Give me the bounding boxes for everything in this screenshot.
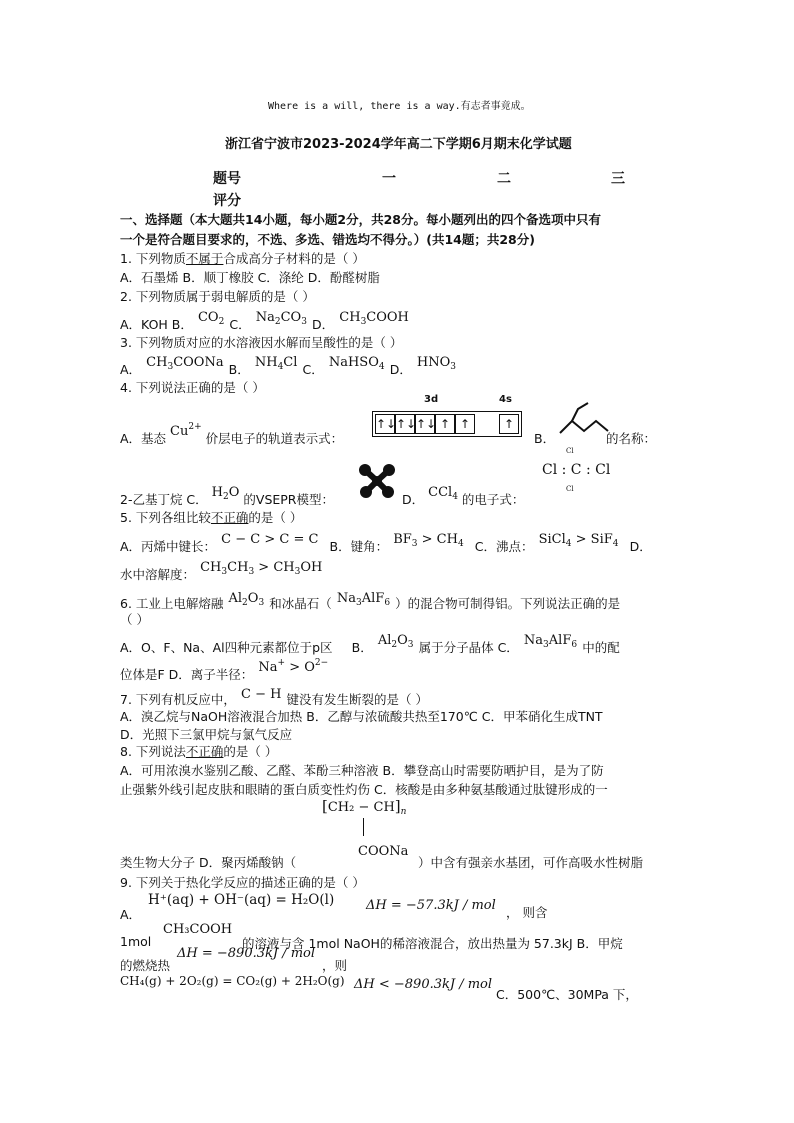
q9-line-2-a: 1mol xyxy=(120,934,152,949)
q5-options: $_{A.丙烯中键长:}$ C − C > C = C $_{B.键角:}$ $BF_3 > CH_4$ $_{C.沸点:}$ SiCl$_4$ > SiF$_4$ $_{D.}$ xyxy=(120,532,652,554)
polymer-side-group: COONa xyxy=(358,844,409,859)
q9-dh-b: ΔH = −890.3kJ / mol xyxy=(177,946,316,961)
q3-stem: 3. 下列物质对应的水溶液因水解而呈酸性的是（ ） xyxy=(120,335,403,350)
vsepr-model-image xyxy=(357,463,397,499)
q6-options: $_{A.O、F、Na、Al四种元素都位于p区}$ $_{B.}$ $Al_2O_3$ $_{属于分子晶体 C.}$ $Na_3AlF_6$ $_{中的配}$ xyxy=(120,633,620,655)
score-table-score-label: 评分 xyxy=(213,193,241,209)
q8-line-1: A．可用浓溴水鉴别乙酸、乙醛、苯酚三种溶液 B．攀登高山时需要防晒护目，是为了防 xyxy=(120,763,604,778)
q4-option-d: D． CCl$_4$ 的电子式： xyxy=(402,485,525,507)
q9-then: ， 则含 xyxy=(506,905,548,920)
score-table-col-3: 三 xyxy=(611,171,625,187)
q9-equation-a: H⁺(aq) + OH⁻(aq) = H₂O(l) xyxy=(148,892,335,908)
cl-top: Cl xyxy=(566,447,574,455)
orbital-3d-4: ↑ xyxy=(435,414,455,434)
q9-line-3-a: 的燃烧热 xyxy=(120,958,171,973)
orbital-diagram xyxy=(372,411,522,437)
polymer-bond-line xyxy=(363,818,364,836)
q9-option-a-label: A． xyxy=(120,907,142,922)
q8-line-3-b: ）中含有强亲水基团，可作高吸水性树脂 xyxy=(418,855,644,870)
orbital-3d-2: ↑↓ xyxy=(395,414,415,434)
q7-options-line-1: A．溴乙烷与NaOH溶液混合加热 B．乙醇与浓硫酸共热至170℃ C．甲苯硝化生成TNT xyxy=(120,709,603,724)
q8-line-2: 止强紫外线引起皮肤和眼睛的蛋白质变性灼伤 C．核酸是由多种氨基酸通过肽键形成的一 xyxy=(120,782,608,797)
q8-line-3-a: 类生物大分子 D．聚丙烯酸钠（ xyxy=(120,855,297,870)
score-table-col-2: 二 xyxy=(497,171,511,187)
q1-options: A．石墨烯 B．顺丁橡胶 C．涤纶 D．酚醛树脂 xyxy=(120,270,380,285)
q4-option-b-post: 的名称： xyxy=(606,431,657,446)
cl-bottom: Cl xyxy=(566,485,574,493)
motto: Where is a will, there is a way.有志者事竟成。 xyxy=(268,101,531,112)
orbital-label-3d: 3d xyxy=(424,394,439,405)
q4-stem: 4. 下列说法正确的是（ ） xyxy=(120,380,265,395)
orbital-3d-3: ↑↓ xyxy=(415,414,435,434)
q2-options: $_{A.KOH B.}$ $CO_2$ $_{C.}$ $Na_2CO_3$ $_{D.}$ $CH_3COOH$ xyxy=(120,310,409,332)
skeletal-structure xyxy=(556,401,612,441)
q5-option-d: $_{水中溶解度:}$ $CH_3CH_3 > CH_3OH$ xyxy=(120,560,323,582)
q7-stem: $_{7. 下列有机反应中,}$ C − H $_{键没有发生断裂的是( )}$ xyxy=(120,687,429,707)
orbital-label-4s: 4s xyxy=(499,394,512,405)
q9-then-2: ，则 xyxy=(322,958,348,973)
q9-dh-c: ΔH < −890.3kJ / mol xyxy=(354,977,493,992)
score-table-row-label: 题号 xyxy=(213,171,241,187)
page-title: 浙江省宁波市2023-2024学年高二下学期6月期末化学试题 xyxy=(225,137,572,152)
score-table-col-1: 一 xyxy=(382,171,396,187)
q6-stem: $_{6. 工业上电解熔融}$ $Al_2O_3$ $_{和冰晶石(}$ $Na_3AlF_6$ $_{)的混合物可制得铝。下列说法正确的是}$ xyxy=(120,591,621,611)
q7-options-line-2: D．光照下三氯甲烷与氯气反应 xyxy=(120,727,293,742)
q9-ch3cooh: CH₃COOH xyxy=(163,922,233,937)
q9-equation-b: CH₄(g) + 2O₂(g) = CO₂(g) + 2H₂O(g) xyxy=(120,974,345,988)
q4-option-b-label: B． xyxy=(534,431,556,446)
section-heading-line-2: 一个是符合题目要求的，不选、多选、错选均不得分。）(共14题；共28分) xyxy=(120,232,535,247)
q6-paren: （ ） xyxy=(120,612,149,627)
orbital-3d-5: ↑ xyxy=(455,414,475,434)
q4-option-a: A．基态 $Cu^{2+}$ 价层电子的轨道表示式： xyxy=(120,422,344,446)
q4-line-2: 2-乙基丁烷 C． $H_2O$ 的VSEPR模型： xyxy=(120,485,334,507)
section-heading-line-1: 一、选择题（本大题共14小题，每小题2分，共28分。每小题列出的四个备选项中只有 xyxy=(120,212,601,227)
q9-line-2-b: 的溶液与含 1mol NaOH的稀溶液混合，放出热量为 57.3kJ B．甲烷 xyxy=(242,936,623,951)
q8-stem: 8. 下列说法不正确的是（ ） xyxy=(120,744,278,759)
q2-stem: 2. 下列物质属于弱电解质的是（ ） xyxy=(120,289,315,304)
orbital-4s-1: ↑ xyxy=(499,414,519,434)
q9-stem: 9. 下列关于热化学反应的描述正确的是（ ） xyxy=(120,875,365,890)
ccl4-electron-formula: Cl : C : Cl xyxy=(542,462,611,478)
q5-stem: 5. 下列各组比较不正确的是（ ） xyxy=(120,510,303,525)
q9-dh-a: ΔH = −57.3kJ / mol xyxy=(366,898,496,913)
q1-stem: 1. 下列物质不属于合成高分子材料的是（ ） xyxy=(120,251,365,266)
q9-option-c: C．500℃、30MPa 下， xyxy=(496,987,638,1002)
q3-options: $_{A.}$ $CH_3COONa$ $_{B.}$ $NH_4Cl$ $_{C.}$ NaHSO$_4$ $_{D.}$ $HNO_3$ xyxy=(120,355,457,377)
polyacrylate-formula: $[CH_2 - CH]_n$ xyxy=(322,797,407,817)
orbital-3d-1: ↑↓ xyxy=(375,414,395,434)
q6-option-d: $_{位体是F D.离子半径:}$ $Na^+ > O^{2-}$ xyxy=(120,658,329,682)
